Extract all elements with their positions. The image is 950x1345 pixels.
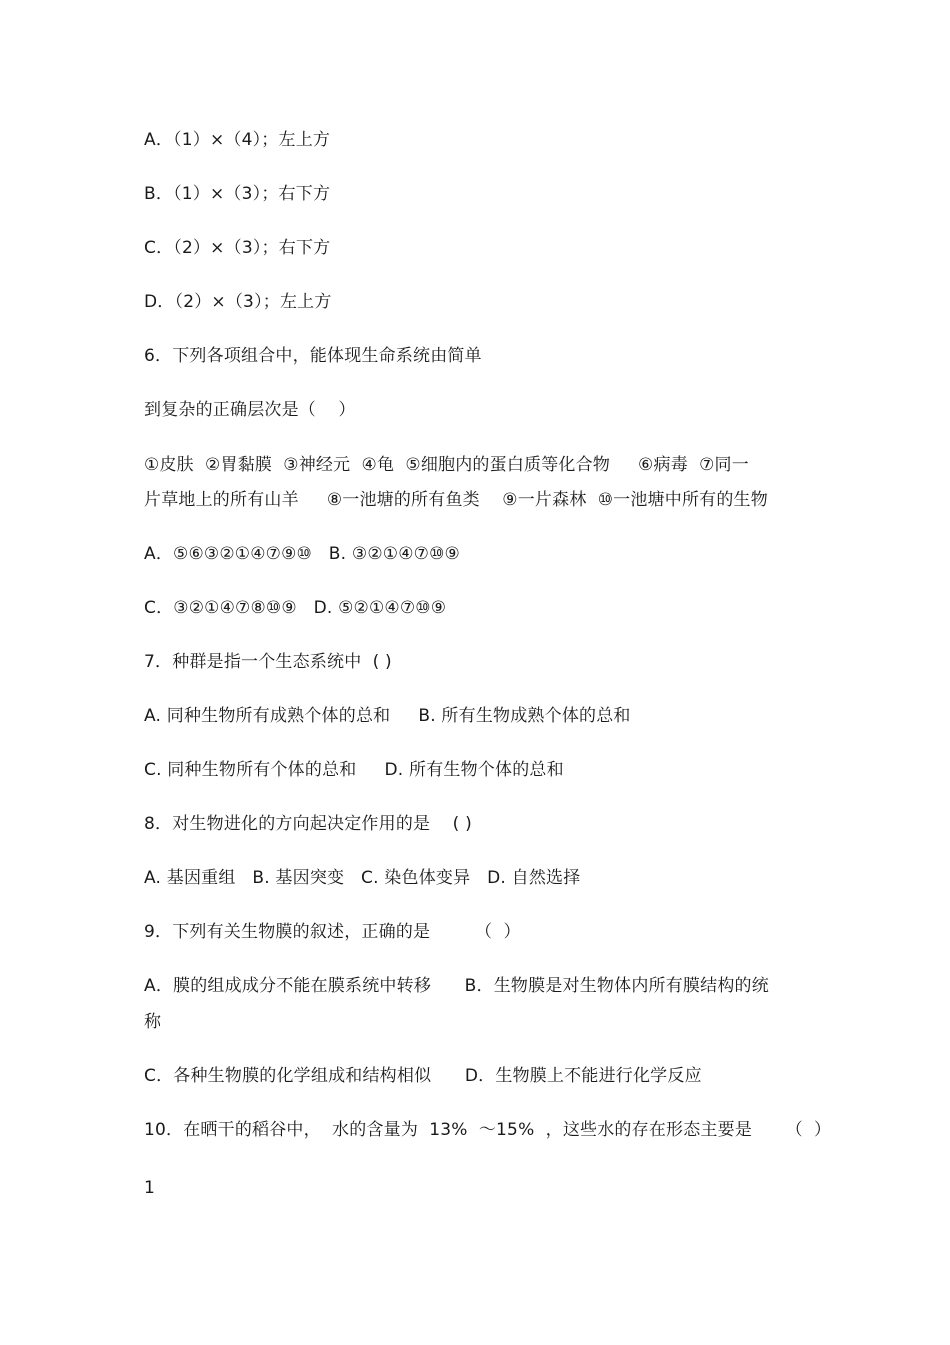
option-5d: D．（2）×（3）；左上方 [144,292,332,312]
question-9-stem: 9．下列有关生物膜的叙述，正确的是 （ ） [144,922,521,942]
option-5a: A．（1）×（4）；左上方 [144,130,331,150]
question-7-options-cd: C. 同种生物所有个体的总和 D. 所有生物个体的总和 [144,760,564,780]
question-6-options-ab: A．⑤⑥③②①④⑦⑨⑩ B. ③②①④⑦⑩⑨ [144,544,460,564]
question-8-options: A. 基因重组 B. 基因突变 C. 染色体变异 D. 自然选择 [144,868,581,888]
question-10-stem: 10．在晒干的稻谷中， 水的含量为 13% ～15% ，这些水的存在形态主要是 （ ） [144,1120,832,1140]
page-number: 1 [144,1178,155,1198]
question-9-options-ab: A．膜的组成成分不能在膜系统中转移 B．生物膜是对生物体内所有膜结构的统 [144,976,769,996]
option-5b: B．（1）×（3）；右下方 [144,184,331,204]
question-6-items-cont: 片草地上的所有山羊 ⑧一池塘的所有鱼类 ⑨一片森林 ⑩一池塘中所有的生物 [144,490,768,510]
question-6-options-cd: C．③②①④⑦⑧⑩⑨ D. ⑤②①④⑦⑩⑨ [144,598,447,618]
question-7-options-ab: A. 同种生物所有成熟个体的总和 B. 所有生物成熟个体的总和 [144,706,631,726]
question-8-stem: 8．对生物进化的方向起决定作用的是 ( ) [144,814,472,834]
question-9-options-ab-cont: 称 [144,1012,162,1032]
question-6-items: ①皮肤 ②胃黏膜 ③神经元 ④龟 ⑤细胞内的蛋白质等化合物 ⑥病毒 ⑦同一 [144,455,749,475]
question-6-stem-cont: 到复杂的正确层次是（ ） [144,400,356,420]
option-5c: C．（2）×（3）；右下方 [144,238,331,258]
question-9-options-cd: C．各种生物膜的化学组成和结构相似 D．生物膜上不能进行化学反应 [144,1066,702,1086]
question-6-stem: 6．下列各项组合中，能体现生命系统由简单 [144,346,482,366]
question-7-stem: 7．种群是指一个生态系统中 ( ) [144,652,392,672]
